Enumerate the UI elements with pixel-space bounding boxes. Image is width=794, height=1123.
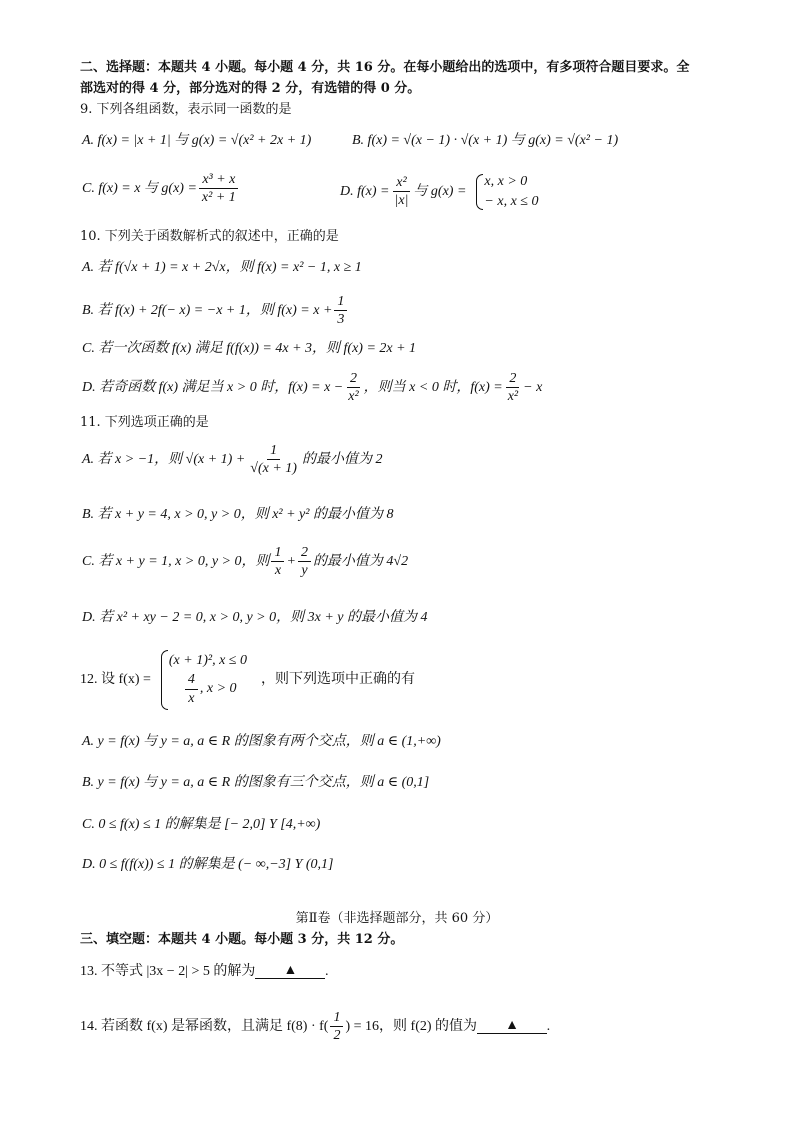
q11-option-d: D. 若 x² + xy − 2 = 0, x > 0, y > 0，则 3x + y 的最小值为 4	[82, 610, 428, 625]
q11-c-prefix: C. 若 x + y = 1, x > 0, y > 0，则	[82, 553, 270, 569]
q10-d-end: − x	[523, 379, 543, 395]
q12-cases	[169, 654, 247, 706]
q14-mid: ) = 16，则 f(2) 的值为	[345, 1018, 478, 1034]
q11-c-numerator1: 1	[271, 545, 284, 562]
q12-option-b: B. y = f(x) 与 y = a, a ∈ R 的图象有三个交点，则 a ∈ (0,1]	[82, 775, 430, 790]
q11-stem: 11. 下列选项正确的是	[80, 415, 209, 430]
q11-c-fraction2	[298, 545, 311, 579]
q10-d-numerator: 2	[347, 371, 360, 388]
q14-fraction	[330, 1010, 343, 1044]
q11-c-numerator2: 2	[298, 545, 311, 562]
q9-c-prefix: C. f(x) = x 与 g(x) =	[82, 180, 197, 196]
q9-d-prefix: D. f(x) =	[340, 183, 390, 199]
q10-d-mid: ，则当 x < 0 时，f(x) =	[363, 379, 503, 395]
q10-d-denominator2: x²	[507, 389, 519, 405]
q9-d-fraction	[392, 175, 412, 209]
q9-option-a: A. f(x) = |x + 1| 与 g(x) = √(x² + 2x + 1)	[82, 133, 312, 148]
q12-case2-condition: , x > 0	[199, 681, 237, 696]
q11-option-b: B. 若 x + y = 4, x > 0, y > 0，则 x² + y² 的最小值为 8	[82, 507, 394, 522]
q11-c-denominator2: y	[301, 563, 308, 579]
q10-d-prefix: D. 若奇函数 f(x) 满足当 x > 0 时，f(x) = x −	[82, 379, 344, 395]
q14-end: .	[547, 1018, 551, 1034]
q12-case2-numerator: 4	[185, 672, 198, 689]
q9-d-case1: x, x > 0	[484, 174, 528, 189]
section3-heading: 三、填空题：本题共 4 小题。每小题 3 分，共 12 分。	[80, 932, 404, 947]
q10-d-fraction2	[505, 371, 521, 405]
q10-b-fraction	[334, 294, 347, 328]
q10-option-b	[82, 294, 349, 328]
q13-answer-blank[interactable]: ▲	[255, 964, 325, 979]
section-heading-line1: 二、选择题：本题共 4 小题。每小题 4 分，共 16 分。在每小题给出的选项中，有多项符合题目要求。全	[80, 60, 690, 75]
q14-answer-blank[interactable]: ▲	[477, 1019, 547, 1034]
q12-stem	[80, 650, 415, 710]
q13-text: 13. 不等式 |3x − 2| > 5 的解为	[80, 963, 256, 979]
q9-stem: 9. 下列各组函数，表示同一函数的是	[80, 102, 292, 117]
q9-d-numerator: x²	[393, 175, 409, 192]
q11-option-a	[82, 443, 382, 477]
part2-title: 第Ⅱ卷（非选择题部分，共 60 分）	[295, 911, 499, 926]
q9-c-fraction	[199, 172, 239, 206]
q10-b-numerator: 1	[334, 294, 347, 311]
q10-option-d	[82, 371, 542, 405]
q10-b-prefix: B. 若 f(x) + 2f(− x) = −x + 1，则 f(x) = x +	[82, 302, 333, 318]
q9-option-d	[340, 172, 538, 211]
q9-d-mid: 与 g(x) =	[413, 183, 467, 199]
q12-brace	[155, 650, 169, 710]
q11-c-fraction1	[271, 545, 284, 579]
q12-case2-denominator: x	[188, 690, 195, 706]
q11-a-end: 的最小值为 2	[301, 451, 383, 467]
q10-d-fraction	[345, 371, 361, 405]
q9-c-denominator: x² + 1	[201, 190, 236, 206]
q10-option-a: A. 若 f(√x + 1) = x + 2√x，则 f(x) = x² − 1, x ≥ 1	[82, 260, 362, 275]
q12-stem-prefix: 12. 设 f(x) =	[80, 672, 151, 687]
q10-d-denominator: x²	[348, 389, 359, 405]
q9-c-numerator: x³ + x	[199, 172, 238, 189]
q9-d-cases	[484, 172, 538, 211]
q10-option-c: C. 若一次函数 f(x) 满足 f(f(x)) = 4x + 3，则 f(x) = 2x + 1	[82, 341, 417, 356]
q14-numerator: 1	[330, 1010, 343, 1027]
q12-case2	[183, 672, 247, 706]
section-heading-line2: 部选对的得 4 分，部分选对的得 2 分，有选错的得 0 分。	[80, 81, 421, 96]
q14	[80, 1010, 551, 1044]
q9-d-denominator: |x|	[394, 193, 409, 209]
q10-d-numerator2: 2	[506, 371, 519, 388]
q11-a-numerator: 1	[267, 443, 280, 460]
q12-stem-end: ，则下列选项中正确的有	[260, 672, 415, 687]
q9-d-case2: − x, x ≤ 0	[484, 193, 539, 209]
q12-option-c: C. 0 ≤ f(x) ≤ 1 的解集是 [− 2,0] Y [4,+∞)	[82, 817, 321, 832]
q9-option-b: B. f(x) = √(x − 1) · √(x + 1) 与 g(x) = √(x² − 1)	[352, 133, 619, 148]
q14-prefix: 14. 若函数 f(x) 是幂函数，且满足 f(8) · f(	[80, 1018, 329, 1034]
q11-option-c	[82, 545, 408, 579]
q13	[80, 964, 329, 979]
q10-b-denominator: 3	[337, 312, 345, 328]
q12-case2-fraction	[185, 672, 198, 706]
q11-c-plus: +	[286, 553, 296, 569]
q11-a-denominator: √(x + 1)	[250, 461, 297, 477]
q13-end: .	[325, 963, 329, 979]
q12-option-a: A. y = f(x) 与 y = a, a ∈ R 的图象有两个交点，则 a ∈ (1,+∞)	[82, 734, 441, 749]
q14-denominator: 2	[333, 1028, 341, 1044]
q10-stem: 10. 下列关于函数解析式的叙述中，正确的是	[80, 229, 339, 244]
q11-a-fraction	[247, 443, 300, 477]
q11-a-prefix: A. 若 x > −1，则 √(x + 1) +	[82, 451, 246, 467]
q9-option-c	[82, 172, 241, 206]
q12-case1: (x + 1)², x ≤ 0	[168, 653, 247, 669]
q11-c-end: 的最小值为 4√2	[312, 553, 409, 569]
q9-d-brace	[470, 174, 484, 210]
q12-option-d: D. 0 ≤ f(f(x)) ≤ 1 的解集是 (− ∞,−3] Y (0,1]	[82, 857, 334, 872]
q11-c-denominator1: x	[274, 563, 282, 579]
